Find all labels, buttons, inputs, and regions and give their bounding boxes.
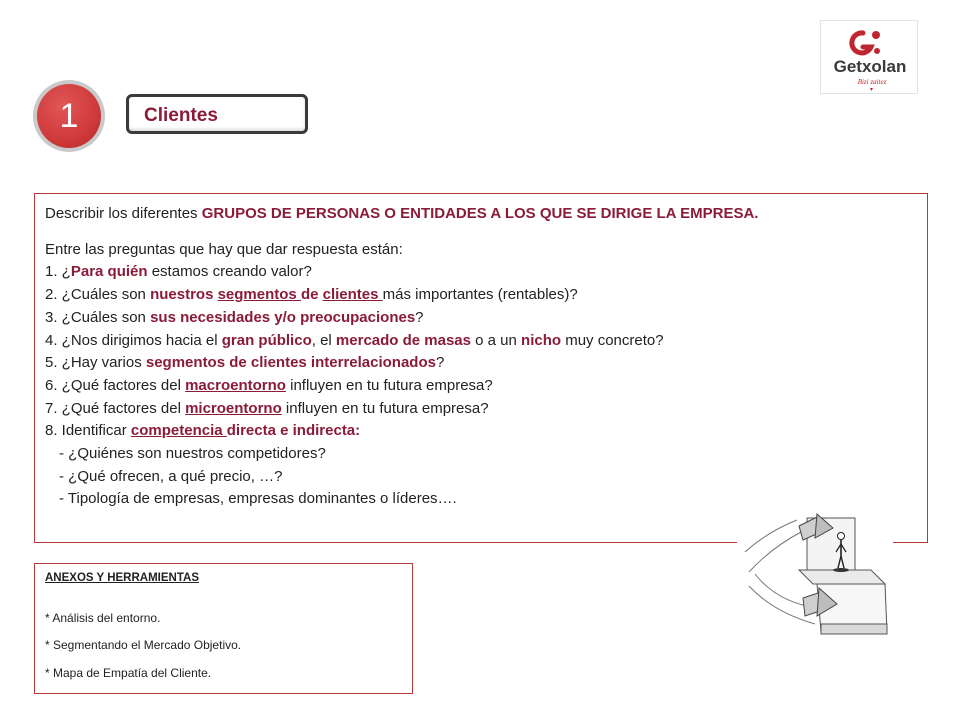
question-1: 1. ¿Para quién estamos creando valor?	[45, 263, 312, 281]
question-4: 4. ¿Nos dirigimos hacia el gran público, el mercado de masas o a un nicho muy concreto?	[45, 331, 664, 349]
step-number-badge	[33, 80, 105, 152]
annex-item: * Segmentando el Mercado Objetivo.	[45, 638, 242, 652]
question-6: 6. ¿Qué factores del macroentorno influyen en tu futura empresa?	[45, 376, 493, 394]
question-8: 8. Identificar competencia directa e indirecta:	[45, 422, 361, 440]
annex-box	[34, 563, 413, 694]
annex-item: * Mapa de Empatía del Cliente.	[45, 666, 212, 680]
question-3: 3. ¿Cuáles son sus necesidades y/o preocupaciones?	[45, 308, 424, 326]
sub-question-3: - Tipología de empresas, empresas dominantes o líderes….	[59, 490, 457, 508]
step-number: 1	[37, 84, 101, 148]
logo-brand-text: Getxolan	[833, 57, 907, 76]
intro-highlight: GRUPOS DE PERSONAS O ENTIDADES A LOS QUE SE DIRIGE LA EMPRESA.	[201, 205, 759, 222]
annex-item: * Análisis del entorno.	[45, 611, 161, 625]
path-illustration	[737, 512, 893, 644]
section-title-box	[126, 94, 308, 134]
question-2: 2. ¿Cuáles son nuestros segmentos de clientes más importantes (rentables)?	[45, 286, 578, 304]
annex-title: ANEXOS Y HERRAMIENTAS	[45, 572, 199, 584]
section-title: Clientes	[144, 105, 218, 126]
sub-question-1: - ¿Quiénes son nuestros competidores?	[59, 445, 326, 463]
main-text	[45, 203, 915, 511]
logo-tagline-text: Bizi zaitez	[857, 78, 887, 86]
getxolan-logo	[820, 20, 918, 94]
main-content-box	[34, 193, 928, 543]
intro-line: Describir los diferentes GRUPOS DE PERSONAS O ENTIDADES A LOS QUE SE DIRIGE LA EMPRESA.	[45, 205, 759, 222]
questions-intro: Entre las preguntas que hay que dar respuesta están:	[45, 240, 403, 258]
question-7: 7. ¿Qué factores del microentorno influyen en tu futura empresa?	[45, 399, 489, 417]
question-5: 5. ¿Hay varios segmentos de clientes interrelacionados?	[45, 354, 445, 372]
sub-question-2: - ¿Qué ofrecen, a qué precio, …?	[59, 467, 283, 485]
getxolan-logo-mark	[821, 21, 919, 95]
